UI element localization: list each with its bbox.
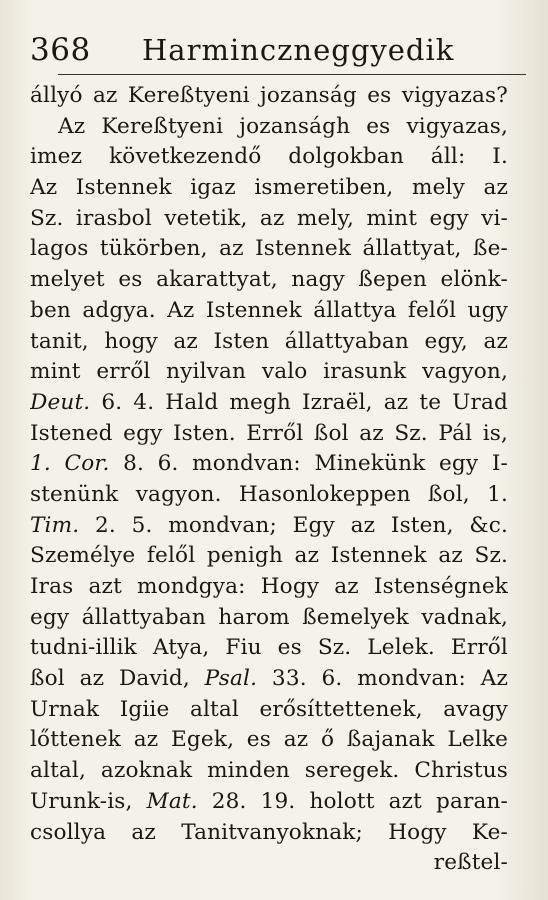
text-line: Iras azt mondgya: Hogy az Istenségnek [30,574,508,599]
text-line: 1. Cor. 8. 6. mondvan: Minekünk egy I- [30,451,508,477]
text-line: Sz. irasbol vetetik, az mely, mint egy vi- [30,205,508,231]
text-line: melyet es akarattyat, nagy ßepen elönk- [30,267,508,293]
citation-abbrev: 1. Cor. [30,451,110,477]
text-line: Istened egy Isten. Erről ßol az Sz. Pál is, [30,420,508,446]
text-line: reßtel- [433,850,508,876]
body-text [30,81,508,879]
text-line: Urnak Igiie altal erősíttettenek, avagy [30,696,508,722]
citation-abbrev: Psal. [204,666,258,692]
text-line: lőttenek az Egek, es az ő ßajanak Lelke [30,727,508,753]
text-line: egy állattyaban harom ßemelyek vadnak, [30,604,508,630]
text-line: Deut. 6. 4. Hald megh Izraël, az te Urad [30,389,508,415]
text-line: imez következendő dolgokban áll: I. [30,144,508,170]
text-line: ben adgya. Az Istennek állattya felől ugy [30,297,508,323]
citation-abbrev: Mat. [146,788,198,814]
text-line: Az Istennek igaz ismeretiben, mely az [30,175,508,201]
page-number: 368 [30,32,91,68]
text-line: Személye felől penigh az Istennek az Sz. [30,543,508,569]
running-head: Harminczneggyedik [142,33,455,67]
text-line: altal, azoknak minden seregek. Christus [30,758,508,784]
text-line: Tim. 2. 5. mondvan; Egy az Isten, &c. [30,512,508,538]
header-rule [58,74,526,75]
citation-abbrev: Deut. [30,389,91,415]
text-line: csollya az Tanitvanyoknak; Hogy Ke- [30,819,508,845]
text-line: állyó az Kereßtyeni jozanság es vigyazas? [30,83,508,108]
text-line: mint erről nyilvan valo irasunk vagyon, [30,359,508,385]
text-line: Urunk-is, Mat. 28. 19. holott azt paran- [30,788,508,814]
citation-abbrev: Tim. [30,512,80,538]
text-line: ßol az David, Psal. 33. 6. mondvan: Az [30,666,508,692]
text-line: Az Kereßtyeni jozanságh es vigyazas, [58,113,508,139]
text-line: lagos tükörben, az Istennek állattyat, ße- [30,236,508,262]
text-line: tudni-illik Atya, Fiu es Sz. Lelek. Erről [30,635,508,661]
page-header [30,30,500,78]
text-line: tanit, hogy az Isten állattyaban egy, az [30,328,508,354]
text-line: stenünk vagyon. Hasonlokeppen ßol, 1. [30,481,508,507]
